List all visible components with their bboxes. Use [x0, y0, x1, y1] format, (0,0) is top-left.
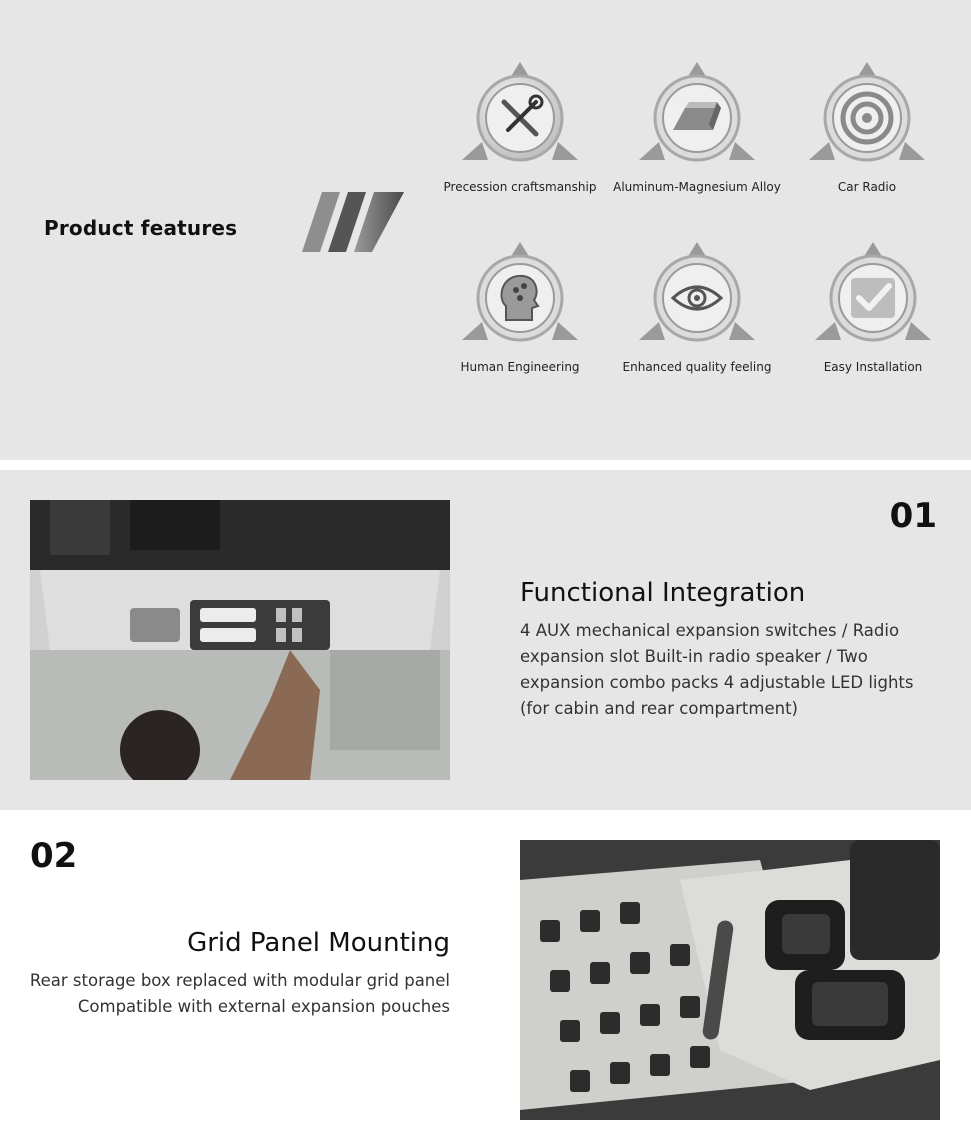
- feature-easy-installation: [788, 240, 958, 374]
- section-body: 4 AUX mechanical expansion switches / Radio expansion slot Built-in radio speaker / Two expansion combo packs 4 adjustable LED lights (for cabin and rear compartment): [520, 621, 914, 718]
- stripes-decoration: [302, 192, 404, 252]
- section-body: [30, 968, 450, 1020]
- feature-label: Easy Installation: [823, 360, 923, 374]
- section-number: 02: [30, 836, 78, 876]
- features-title: Product features: [44, 216, 238, 240]
- section-heading: Functional Integration: [520, 578, 806, 608]
- feature-car-radio: [782, 60, 952, 194]
- product-features-section: [0, 0, 971, 460]
- roof-console-photo: [30, 500, 450, 780]
- ingot-icon: [637, 60, 757, 170]
- feature-label: Precession craftsmanship: [443, 180, 597, 194]
- brain-head-icon: [460, 240, 580, 350]
- feature-precession-craftsmanship: [435, 60, 605, 194]
- tools-icon: [460, 60, 580, 170]
- body-line: Rear storage box replaced with modular grid panel: [29, 971, 450, 990]
- grid-panel-photo: [520, 840, 940, 1120]
- eye-icon: [637, 240, 757, 350]
- section-number: 01: [889, 496, 937, 536]
- feature-label: Aluminum-Magnesium Alloy: [613, 180, 781, 194]
- radio-icon: [807, 60, 927, 170]
- section-heading: Grid Panel Mounting: [187, 928, 450, 958]
- feature-alloy: [612, 60, 782, 194]
- check-icon: [813, 240, 933, 350]
- feature-label: Enhanced quality feeling: [622, 360, 772, 374]
- feature-human-engineering: [435, 240, 605, 374]
- body-line: Compatible with external expansion pouches: [77, 997, 450, 1016]
- feature-label: Human Engineering: [460, 360, 580, 374]
- functional-integration-section: [0, 470, 971, 810]
- feature-enhanced-quality: [612, 240, 782, 374]
- feature-label: Car Radio: [837, 180, 897, 194]
